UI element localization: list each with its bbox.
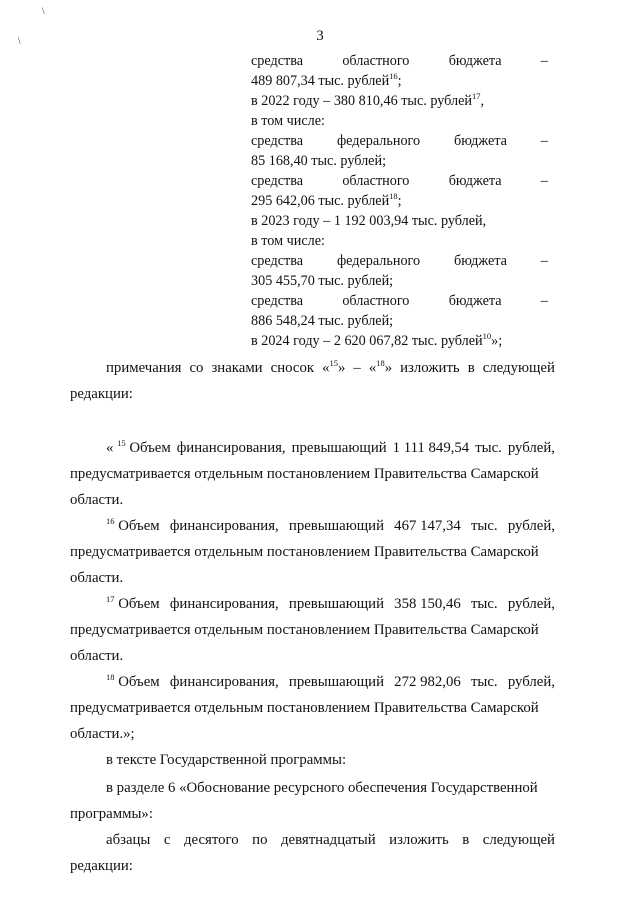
column-word: областного	[342, 173, 410, 189]
word: 467 147,34	[394, 518, 461, 534]
word: рублей,	[507, 596, 555, 612]
word: тыс.	[470, 674, 498, 690]
footnote-ref: 16	[389, 71, 398, 81]
column-word: федерального	[336, 133, 421, 149]
paragraph-line	[106, 358, 555, 378]
column-line	[251, 252, 548, 270]
column-text: в том числе:	[251, 113, 325, 129]
column-line	[251, 172, 548, 190]
column-text: 489 807,34 тыс. рублей	[251, 73, 390, 89]
paragraph-line: области.	[70, 492, 124, 508]
paragraph-line: программы»:	[70, 806, 153, 822]
paragraph-line: в тексте Государственной программы:	[106, 752, 347, 768]
word: девятнадцатый	[281, 832, 376, 848]
word: в	[467, 360, 475, 376]
column-text: 295 642,06 тыс. рублей	[251, 193, 390, 209]
paragraph-line: предусматривается отдельным постановлением Правительства Самарской	[70, 700, 539, 716]
column-word: бюджета	[448, 53, 502, 69]
scan-mark: \	[42, 6, 45, 16]
footnote-18-line	[106, 672, 555, 692]
word: тыс.	[470, 518, 498, 534]
word: финансирования,	[176, 440, 286, 456]
paragraph-line: предусматривается отдельным постановлением Правительства Самарской	[70, 622, 539, 638]
word: примечания	[106, 360, 182, 376]
column-word: –	[540, 293, 548, 309]
footnote-ref: 17	[471, 91, 481, 101]
column-line	[251, 132, 548, 150]
word: десятого	[184, 832, 239, 848]
word: изложить	[389, 832, 449, 848]
paragraph-line: предусматривается отдельным постановлением Правительства Самарской	[70, 466, 539, 482]
column-text: 305 455,70 тыс. рублей;	[251, 273, 394, 289]
column-word: бюджета	[448, 173, 502, 189]
word: следующей	[482, 360, 555, 376]
column-word: –	[540, 173, 548, 189]
footnote-16-line	[106, 516, 555, 536]
word: со	[189, 360, 204, 376]
footnote-17-line	[106, 594, 555, 614]
column-word: средства	[251, 293, 304, 309]
scan-mark: \	[18, 36, 21, 46]
paragraph-line: области.»;	[70, 726, 135, 742]
footnote-head: $^{17}$ Объем	[106, 594, 160, 612]
word: с	[163, 832, 171, 848]
word: абзацы	[106, 832, 151, 848]
column-word: средства	[251, 253, 304, 269]
word: финансирования,	[169, 518, 279, 534]
word: финансирования,	[169, 674, 279, 690]
column-text: в 2024 году – 2 620 067,82 тыс. рублей	[251, 333, 483, 349]
paragraph-line: редакции:	[70, 858, 133, 874]
column-word: областного	[342, 53, 410, 69]
footnote-ref: 10	[482, 331, 492, 341]
word: тыс.	[475, 440, 502, 456]
column-line	[251, 92, 548, 110]
paragraph-line: в разделе 6 «Обоснование ресурсного обеспечения Государственной	[106, 780, 538, 796]
footnote-range: «$^{18}$»	[368, 358, 393, 376]
column-text: 85 168,40 тыс. рублей;	[251, 153, 387, 169]
column-word: федерального	[336, 253, 421, 269]
column-word: бюджета	[454, 253, 507, 269]
word: знаками	[211, 360, 263, 376]
footnote-head: « $^{15}$ Объем	[106, 438, 171, 456]
paragraph-line: редакции:	[70, 386, 133, 402]
paragraph-line: области.	[70, 570, 124, 586]
word: 272 982,06	[394, 674, 461, 690]
column-line	[251, 192, 548, 210]
column-line	[251, 312, 548, 330]
footnote-15-line	[106, 438, 555, 458]
footnote-ref: 18	[389, 191, 398, 201]
column-line	[251, 152, 548, 170]
column-text: в 2022 году – 380 810,46 тыс. рублей	[251, 93, 472, 109]
column-line	[251, 272, 548, 290]
word: сносок	[270, 360, 315, 376]
word: изложить	[400, 360, 460, 376]
word: –	[353, 360, 361, 376]
column-line	[251, 72, 548, 90]
column-text: в 2023 году – 1 192 003,94 тыс. рублей,	[251, 213, 487, 229]
column-word: –	[540, 133, 548, 149]
column-line	[251, 112, 548, 130]
word: финансирования,	[169, 596, 279, 612]
column-word: –	[540, 53, 548, 69]
footnote-range: «$^{15}$»	[322, 358, 346, 376]
word: 358 150,46	[394, 596, 461, 612]
word: превышающий	[288, 596, 384, 612]
column-line	[251, 52, 548, 70]
word: превышающий	[288, 518, 384, 534]
footnote-head: $^{18}$ Объем	[106, 672, 160, 690]
column-text: 886 548,24 тыс. рублей;	[251, 313, 394, 329]
column-word: –	[540, 253, 548, 269]
word: рублей,	[507, 440, 555, 456]
paragraph-line	[106, 830, 555, 850]
column-word: средства	[251, 53, 304, 69]
column-text: ,	[480, 93, 485, 109]
column-text: »;	[491, 333, 503, 349]
column-word: средства	[251, 133, 304, 149]
column-text: ;	[397, 193, 402, 209]
word: 1 111 849,54	[392, 440, 470, 456]
word: рублей,	[507, 674, 555, 690]
column-text: ;	[397, 73, 402, 89]
word: по	[252, 832, 268, 848]
word: тыс.	[470, 596, 498, 612]
word: в	[462, 832, 470, 848]
column-text: в том числе:	[251, 233, 325, 249]
word: превышающий	[288, 674, 384, 690]
paragraph-line: предусматривается отдельным постановлением Правительства Самарской	[70, 544, 539, 560]
word: следующей	[482, 832, 555, 848]
column-line	[251, 332, 548, 350]
column-line	[251, 232, 548, 250]
column-word: бюджета	[454, 133, 507, 149]
word: рублей,	[507, 518, 555, 534]
column-word: областного	[342, 293, 410, 309]
page-number: 3	[316, 28, 324, 44]
word: превышающий	[291, 440, 387, 456]
column-word: бюджета	[448, 293, 502, 309]
column-line	[251, 292, 548, 310]
column-line	[251, 212, 548, 230]
paragraph-line: области.	[70, 648, 124, 664]
footnote-head: $^{16}$ Объем	[106, 516, 160, 534]
column-word: средства	[251, 173, 304, 189]
